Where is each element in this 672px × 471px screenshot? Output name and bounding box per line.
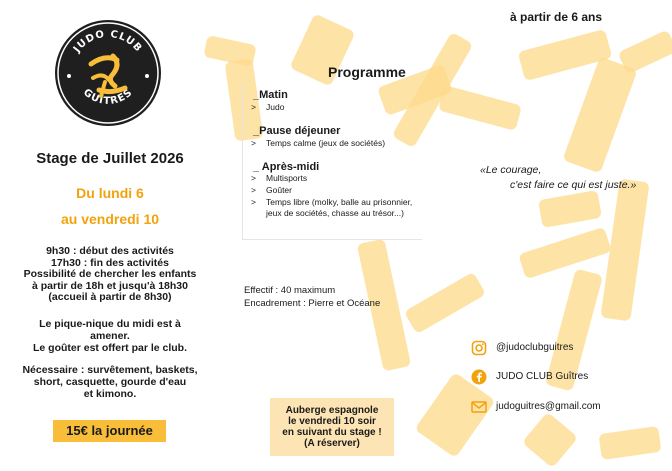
programme-item: > Judo [251, 102, 285, 112]
quote-line-1: «Le courage, [480, 164, 542, 176]
programme-section-pause: _Pause déjeuner [253, 125, 341, 137]
hours-line: 9h30 : début des activités [46, 245, 174, 257]
programme-title: Programme [328, 64, 406, 80]
auberge-line: Auberge espagnole [285, 405, 379, 416]
necessary-line: short, casquette, gourde d'eau [33, 376, 187, 388]
svg-text:JUDO CLUB [71, 29, 144, 56]
facebook-name[interactable]: JUDO CLUB Guîtres [496, 371, 589, 382]
logo-emblem [55, 20, 161, 126]
date-end: au vendredi 10 [60, 211, 160, 227]
quote-line-2: c'est faire ce qui est juste.» [510, 179, 637, 191]
email-address[interactable]: judoguitres@gmail.com [496, 401, 601, 412]
logo-bottom-text: GUÎTRES [80, 87, 136, 107]
instagram-handle[interactable]: @judoclubguitres [496, 342, 574, 353]
quote [480, 163, 636, 193]
mail-icon [470, 398, 487, 415]
picnic-line: Le goûter est offert par le club. [32, 342, 188, 354]
encadrement-text: Encadrement : Pierre et Océane [244, 298, 381, 309]
logo-top-text: JUDO CLUB [71, 28, 145, 55]
picnic-line: amener. [90, 330, 130, 342]
necessary-line: Nécessaire : survêtement, baskets, [22, 364, 198, 376]
effectif-block [244, 284, 380, 310]
stage-title: Stage de Juillet 2026 [36, 150, 184, 167]
contact-email[interactable] [470, 398, 601, 415]
picnic-line: Le pique-nique du midi est à [39, 318, 181, 330]
date-start: Du lundi 6 [76, 185, 144, 201]
programme-item: > Goûter [251, 185, 292, 195]
hours-block [0, 246, 220, 304]
necessary-line: et kimono. [83, 388, 137, 400]
contact-facebook[interactable] [470, 368, 588, 385]
hours-line: à partir de 18h et jusqu'à 18h30 [32, 279, 188, 292]
judo-club-logo [55, 20, 161, 126]
hours-line: (accueil à partir de 8h30) [48, 291, 172, 303]
programme-item: > Multisports [251, 173, 308, 183]
hours-line: Possibilité de chercher les enfants [23, 268, 197, 280]
auberge-line: le vendredi 10 soir [288, 416, 376, 427]
instagram-icon [470, 339, 487, 356]
necessary-block [0, 364, 220, 400]
programme-section-matin: _Matin [253, 89, 288, 101]
effectif-text: Effectif : 40 maximum [244, 285, 336, 296]
programme-item: > Temps calme (jeux de sociétés) [251, 138, 386, 148]
auberge-line: (A réserver) [304, 438, 360, 449]
auberge-box [270, 398, 394, 456]
contact-instagram[interactable] [470, 339, 573, 356]
programme-section-apres-midi: _ Après-midi [253, 161, 320, 173]
facebook-icon [470, 368, 487, 385]
price-badge: 15€ la journée [53, 420, 166, 442]
programme-item: > Temps libre (molky, balle au prisonnier, jeux de sociétés, chasse au trésor...) [251, 197, 413, 218]
age-label: à partir de 6 ans [510, 10, 603, 24]
hours-line: 17h30 : fin des activités [51, 256, 169, 269]
picnic-block [0, 318, 220, 354]
auberge-line: en suivant du stage ! [282, 427, 382, 438]
